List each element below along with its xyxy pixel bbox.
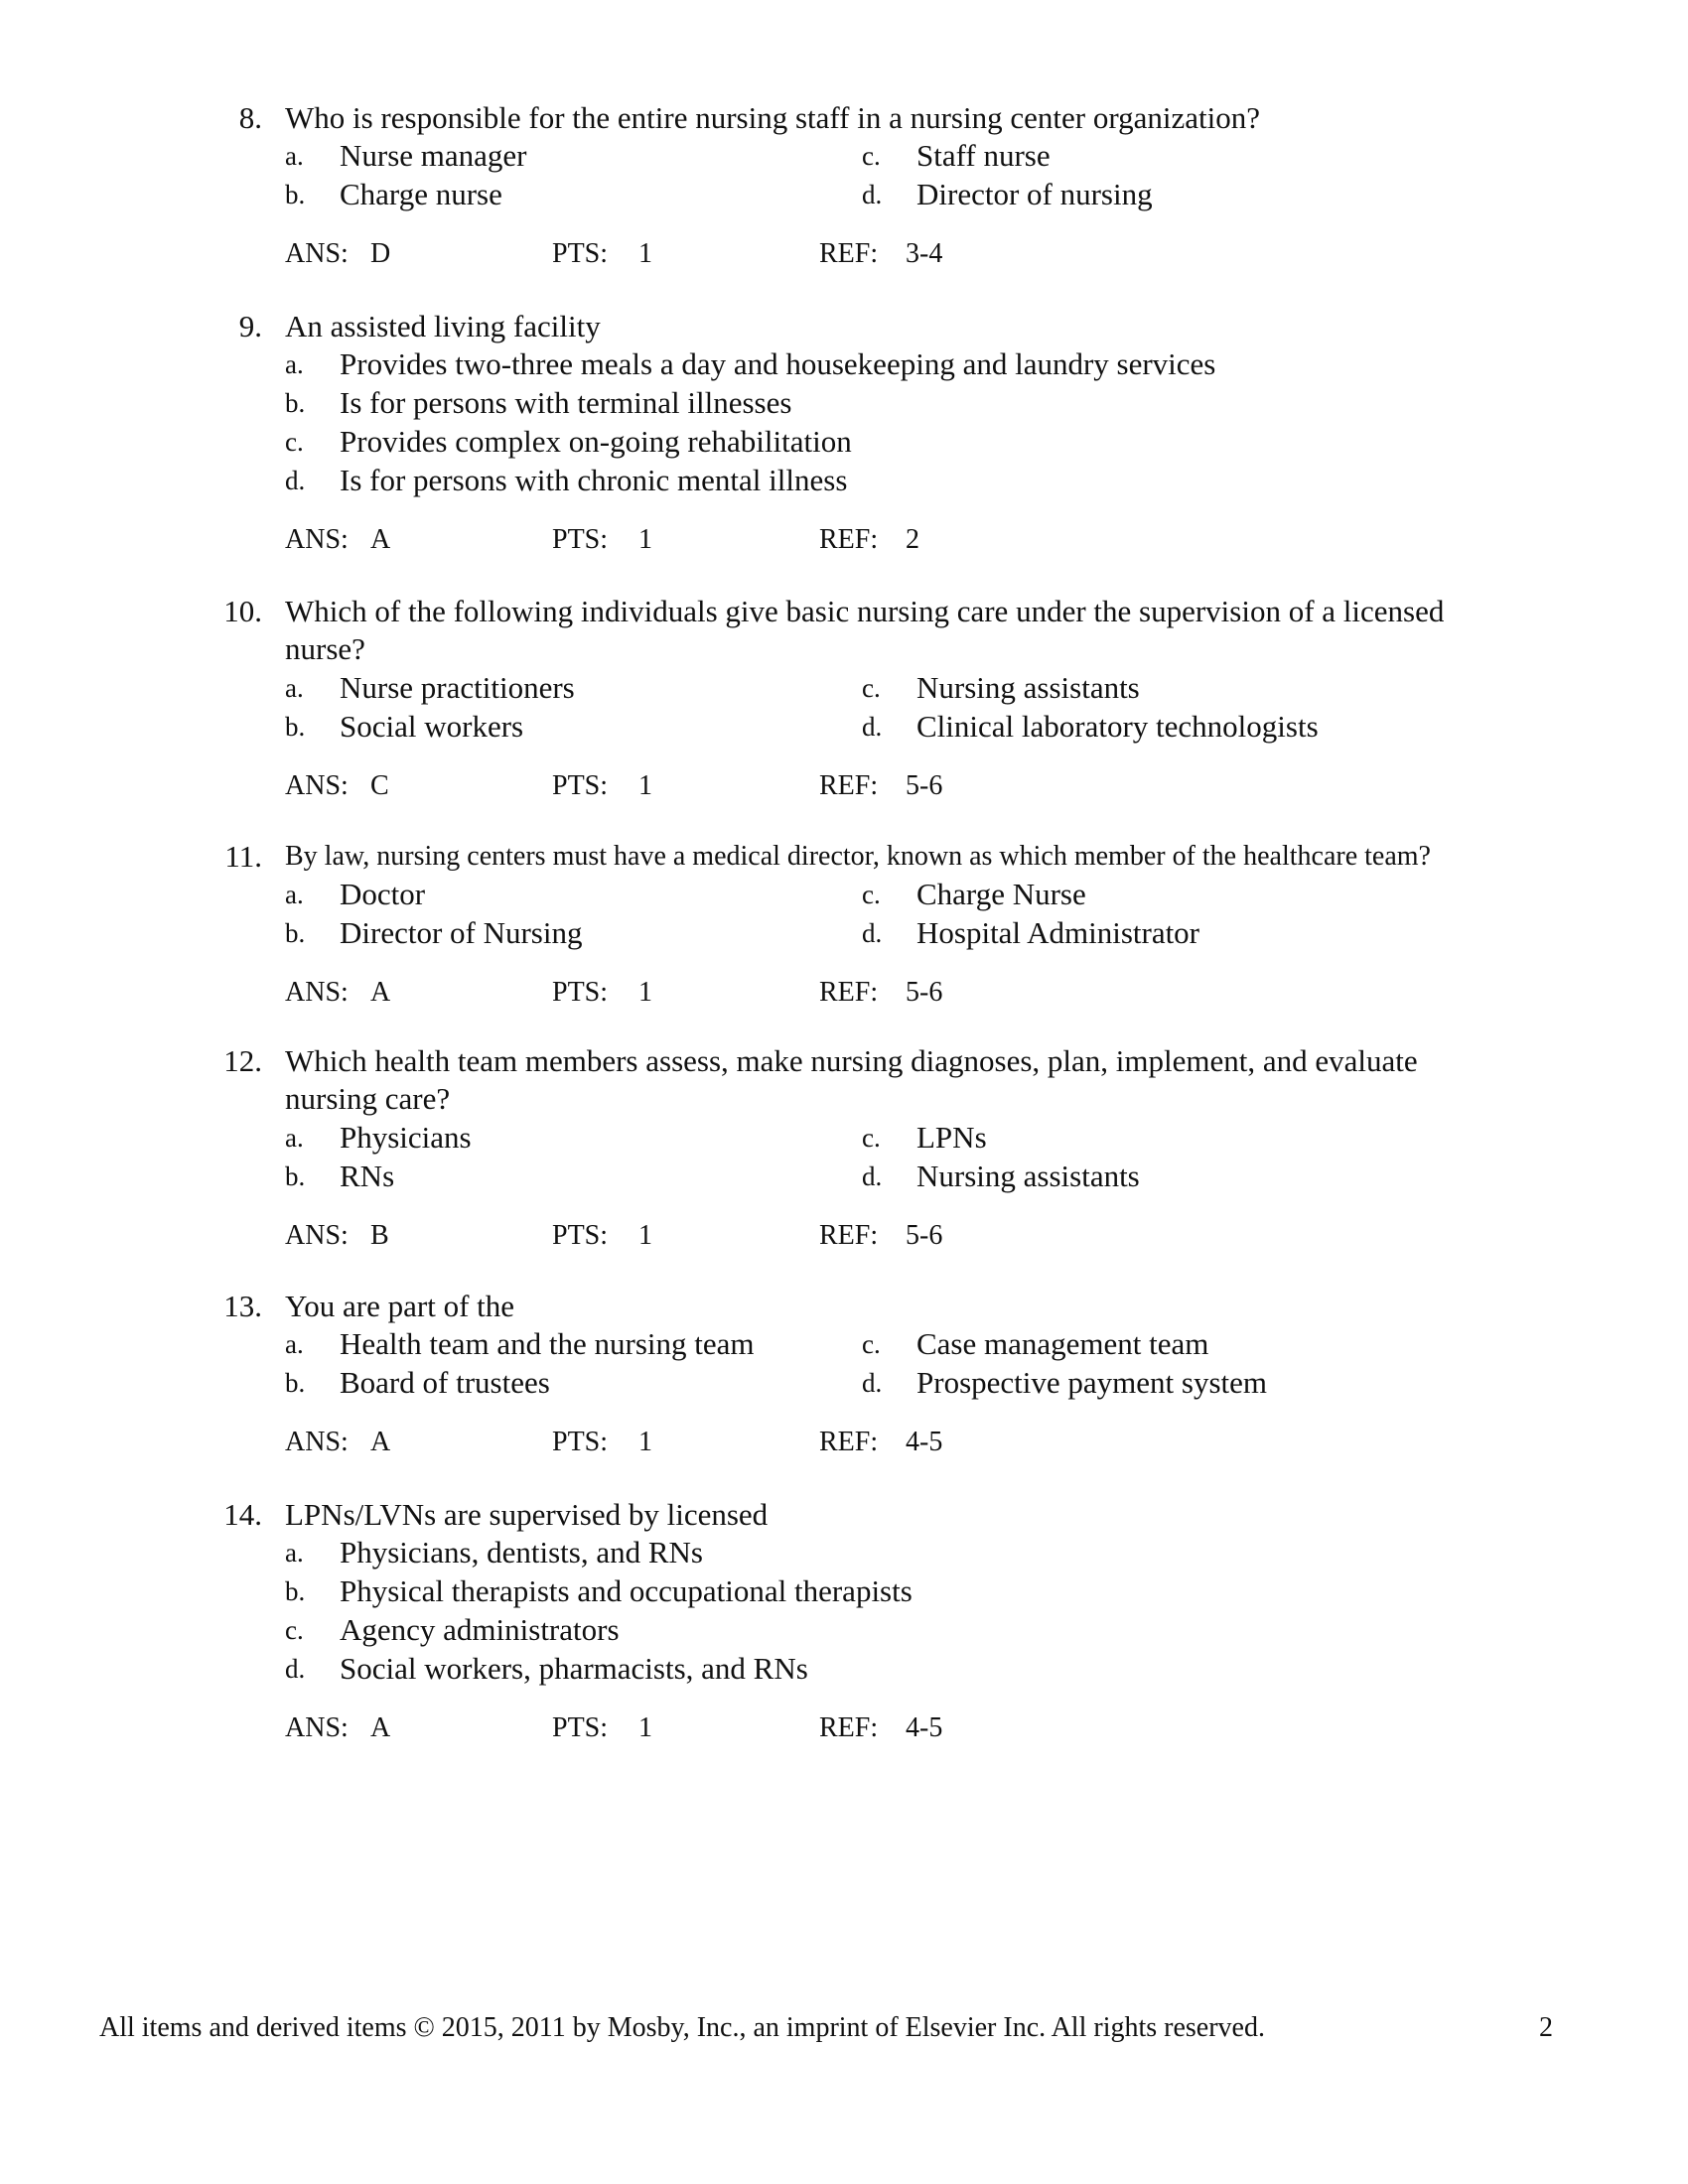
- question-number: 8.: [238, 100, 262, 135]
- question-number: 14.: [223, 1497, 262, 1532]
- points-value: 1: [638, 1712, 652, 1743]
- question-text: By law, nursing centers must have a medical director, known as which member of the healthcare team?: [285, 841, 1431, 872]
- reference-value: 5-6: [906, 1220, 943, 1251]
- answer-value: D: [370, 238, 391, 269]
- reference-value: 5-6: [906, 770, 943, 801]
- answer-value: B: [370, 1220, 389, 1251]
- question-text: Who is responsible for the entire nursing staff in a nursing center organization?: [285, 100, 1260, 135]
- answer-value: A: [370, 524, 391, 555]
- points-value: 1: [638, 1220, 652, 1251]
- reference-value: 4-5: [906, 1427, 943, 1457]
- points-value: 1: [638, 238, 652, 269]
- question-text: You are part of the: [285, 1289, 515, 1323]
- answer-value: A: [370, 977, 391, 1008]
- answer-value: A: [370, 1427, 391, 1457]
- question-text-line-2: nursing care?: [285, 1081, 451, 1116]
- question-text: An assisted living facility: [285, 309, 601, 343]
- question-number: 9.: [238, 309, 262, 343]
- question-number: 13.: [223, 1289, 262, 1323]
- points-value: 1: [638, 977, 652, 1008]
- points-value: 1: [638, 1427, 652, 1457]
- reference-value: 4-5: [906, 1712, 943, 1743]
- question-text-line-1: Which of the following individuals give basic nursing care under the supervision of a licensed: [285, 594, 1445, 628]
- question-text-line-2: nurse?: [285, 631, 365, 666]
- question-text-line-1: Which health team members assess, make nursing diagnoses, plan, implement, and evaluate: [285, 1043, 1418, 1078]
- page-number: 2: [1539, 2012, 1553, 2043]
- answer-value: C: [370, 770, 389, 801]
- reference-value: 2: [906, 524, 919, 555]
- points-value: 1: [638, 770, 652, 801]
- answer-value: A: [370, 1712, 391, 1743]
- question-number: 10.: [223, 594, 262, 628]
- copyright-notice: All items and derived items © 2015, 2011 by Mosby, Inc., an imprint of Elsevier Inc. All rights reserved.: [99, 2012, 1265, 2043]
- points-value: 1: [638, 524, 652, 555]
- question-text: LPNs/LVNs are supervised by licensed: [285, 1497, 769, 1532]
- reference-value: 5-6: [906, 977, 943, 1008]
- question-number: 12.: [223, 1043, 262, 1078]
- reference-value: 3-4: [906, 238, 943, 269]
- question-number: 11.: [224, 839, 262, 874]
